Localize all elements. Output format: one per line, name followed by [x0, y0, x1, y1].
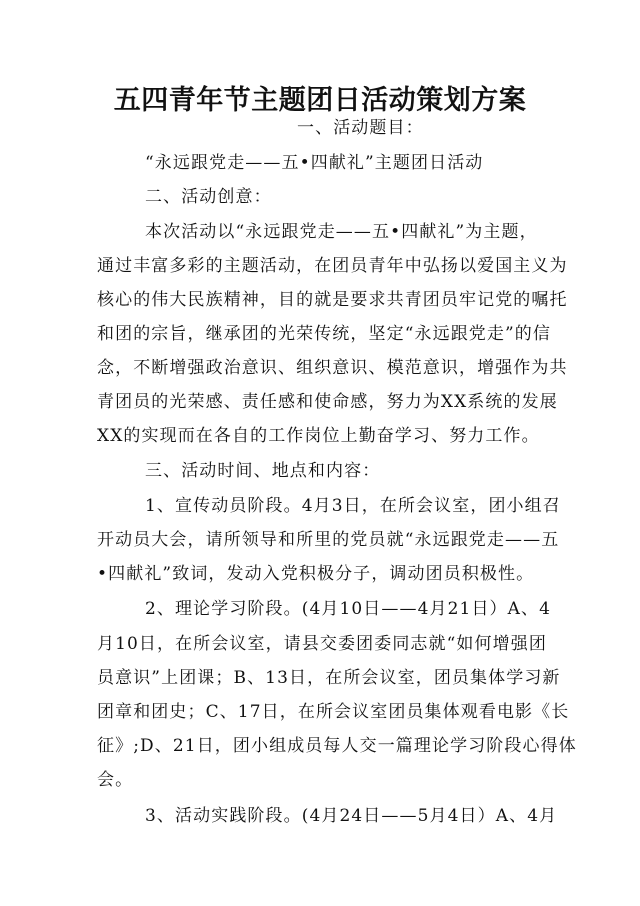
paragraph-line: XX的实现而在各自的工作岗位上勤奋学习、努力工作。 — [97, 426, 540, 446]
activity-name: “永远跟党走——五•四献礼”主题团日活动 — [145, 153, 484, 173]
paragraph-line: 员意识”上团课；B、13日，在所会议室，团员集体学习新 — [97, 668, 561, 688]
paragraph-line: 会。 — [97, 770, 134, 790]
paragraph-line: 3、活动实践阶段。(4月24日——5月4日）A、4月 — [145, 806, 558, 826]
document-title: 五四青年节主题团日活动策划方案 — [113, 85, 527, 116]
section-heading-1: 一、活动题目： — [297, 118, 424, 138]
paragraph-line: 通过丰富多彩的主题活动，在团员青年中弘扬以爱国主义为 — [97, 256, 568, 276]
section-heading-2: 二、活动创意： — [145, 187, 272, 207]
paragraph-line: 本次活动以“永远跟党走——五•四献礼”为主题， — [145, 222, 538, 242]
paragraph-line: 1、宣传动员阶段。4月3日，在所会议室，团小组召 — [145, 496, 561, 516]
paragraph-line: 开动员大会，请所领导和所里的党员就“永远跟党走——五 — [97, 530, 560, 550]
section-heading-3: 三、活动时间、地点和内容： — [145, 461, 381, 481]
paragraph-line: 月10日，在所会议室，请县交委团委同志就“如何增强团 — [97, 634, 547, 654]
paragraph-line: 青团员的光荣感、责任感和使命感，努力为XX系统的发展 — [97, 392, 558, 412]
paragraph-line: 核心的伟大民族精神，目的就是要求共青团员牢记党的嘱托 — [97, 290, 568, 310]
paragraph-line: 2、理论学习阶段。(4月10日——4月21日）A、4 — [145, 599, 552, 619]
paragraph-line: 征》;D、21日，团小组成员每人交一篇理论学习阶段心得体 — [97, 736, 577, 756]
paragraph-line: 和团的宗旨，继承团的光荣传统，坚定“永远跟党走”的信 — [97, 324, 551, 344]
paragraph-line: 念，不断增强政治意识、组织意识、模范意识，增强作为共 — [97, 358, 568, 378]
paragraph-line: •四献礼”致词，发动入党积极分子，调动团员积极性。 — [97, 564, 535, 584]
paragraph-line: 团章和团史；C、17日，在所会议室团员集体观看电影《长 — [97, 702, 570, 722]
